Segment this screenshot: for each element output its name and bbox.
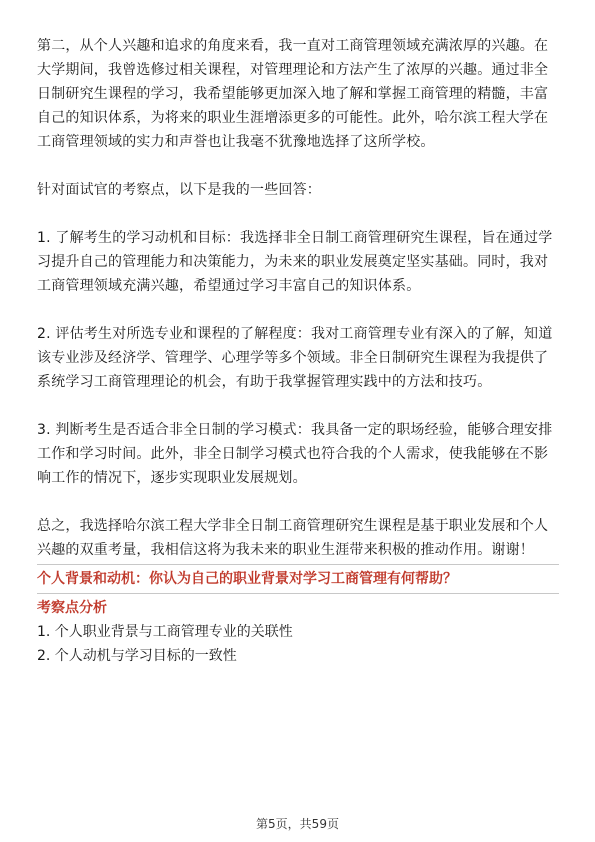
paragraph-conclusion: 总之，我选择哈尔滨工程大学非全日制工商管理研究生课程是基于职业发展和个人兴趣的双重考量，我相信这将为我未来的职业生涯带来积极的推动作用。谢谢！ [37, 518, 549, 558]
section-divider [37, 593, 559, 594]
spacer [37, 490, 559, 514]
document-body [37, 34, 559, 668]
analysis-item-1: 1. 个人职业背景与工商管理专业的关联性 [37, 624, 293, 640]
page-number: 第5页，共59页 [256, 817, 339, 831]
spacer [37, 298, 559, 322]
analysis-item-2: 2. 个人动机与学习目标的一致性 [37, 648, 237, 664]
paragraph-answer-2: 2. 评估考生对所选专业和课程的了解程度：我对工商管理专业有深入的了解，知道该专业涉及经济学、管理学、心理学等多个领域。非全日制研究生课程为我提供了系统学习工商管理理论的机会，有助于我掌握管理实践中的方法和技巧。 [37, 326, 553, 390]
question-title: 个人背景和动机：你认为自己的职业背景对学习工商管理有何帮助？ [37, 571, 457, 587]
paragraph-interest: 第二，从个人兴趣和追求的角度来看，我一直对工商管理领域充满浓厚的兴趣。在大学期间，我曾选修过相关课程，对管理理论和方法产生了浓厚的兴趣。通过非全日制研究生课程的学习，我希望能够更加深入地了解和掌握工商管理的精髓，丰富自己的知识体系，为将来的职业生涯增添更多的可能性。此外，哈尔滨工程大学在工商管理领域的实力和声誉也让我毫不犹豫地选择了这所学校。 [37, 38, 549, 150]
section-divider [37, 564, 559, 565]
analysis-heading: 考察点分析 [37, 600, 107, 616]
paragraph-answer-1: 1. 了解考生的学习动机和目标：我选择非全日制工商管理研究生课程，旨在通过学习提升自己的管理能力和决策能力，为未来的职业发展奠定坚实基础。同时，我对工商管理领域充满兴趣，希望通过学习丰富自己的知识体系。 [37, 230, 553, 294]
spacer [37, 154, 559, 178]
spacer [37, 394, 559, 418]
spacer [37, 202, 559, 226]
paragraph-answer-3: 3. 判断考生是否适合非全日制的学习模式：我具备一定的职场经验，能够合理安排工作和学习时间。此外，非全日制学习模式也符合我的个人需求，使我能够在不影响工作的情况下，逐步实现职业发展规划。 [37, 422, 553, 486]
paragraph-intro-answers: 针对面试官的考察点，以下是我的一些回答： [37, 182, 321, 198]
